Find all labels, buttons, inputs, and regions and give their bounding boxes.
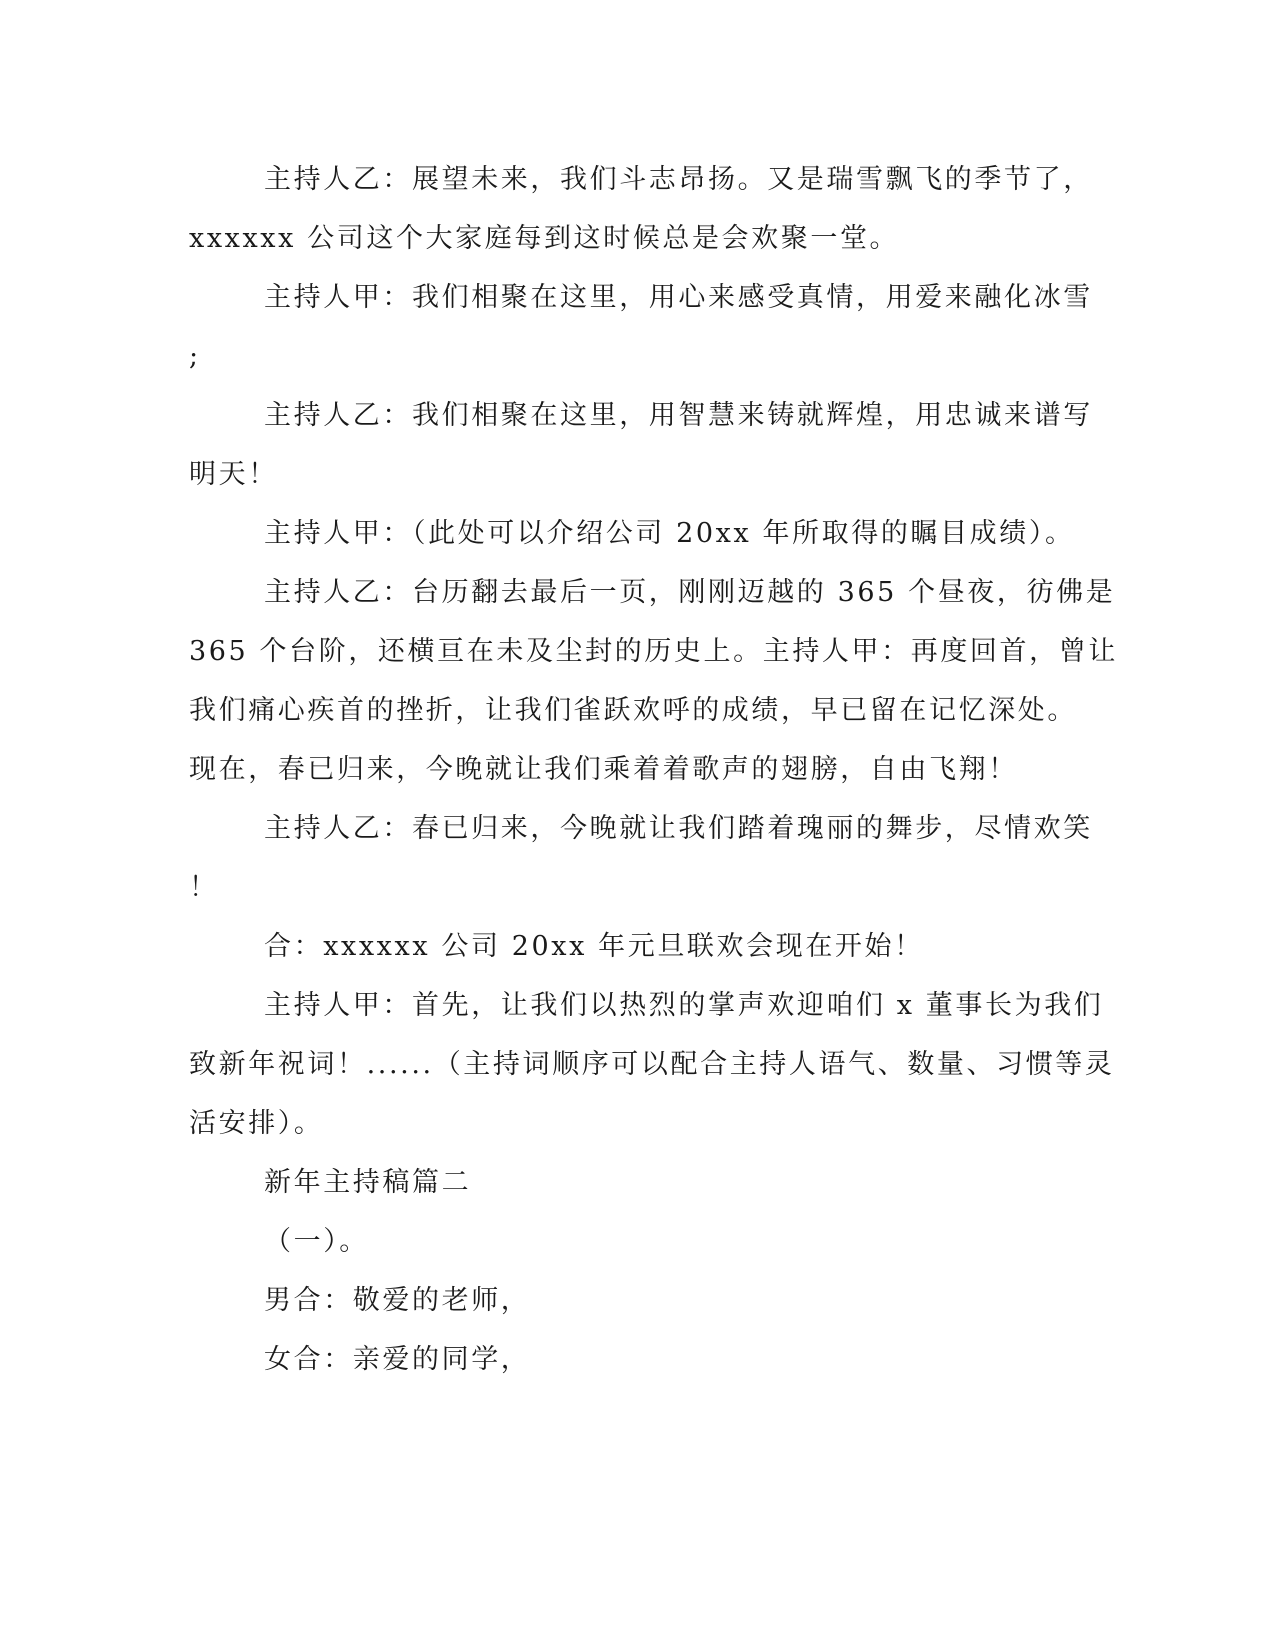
text-line: 现在，春已归来，今晚就让我们乘着着歌声的翅膀，自由飞翔！ (189, 754, 1018, 785)
text-line: xxxxxx 公司这个大家庭每到这时候总是会欢聚一堂。 (189, 223, 900, 254)
section-heading: 新年主持稿篇二 (264, 1167, 472, 1198)
text-line: 主持人乙：我们相聚在这里，用智慧来铸就辉煌，用忠诚来谱写 (264, 400, 1093, 431)
text-line: 主持人甲：（此处可以介绍公司 20xx 年所取得的瞩目成绩）。 (264, 518, 1075, 549)
text-line: 活安排）。 (189, 1108, 324, 1139)
text-line: 明天！ (189, 459, 278, 490)
text-line: ！ (189, 872, 219, 903)
text-line: （一）。 (264, 1226, 369, 1257)
text-line: 主持人甲：首先，让我们以热烈的掌声欢迎咱们 x 董事长为我们 (264, 990, 1104, 1021)
text-line: 我们痛心疾首的挫折，让我们雀跃欢呼的成绩，早已留在记忆深处。 (189, 695, 1077, 726)
text-line: 主持人乙：台历翻去最后一页，刚刚迈越的 365 个昼夜，彷佛是 (264, 577, 1116, 608)
text-line: 男合：敬爱的老师， (264, 1285, 531, 1316)
text-line: 致新年祝词！......（主持词顺序可以配合主持人语气、数量、习惯等灵 (189, 1049, 1115, 1080)
text-line: 主持人甲：我们相聚在这里，用心来感受真情，用爱来融化冰雪 (264, 282, 1093, 313)
text-line: ; (189, 341, 201, 372)
text-line: 主持人乙：展望未来，我们斗志昂扬。又是瑞雪飘飞的季节了， (264, 164, 1093, 195)
text-line: 主持人乙：春已归来，今晚就让我们踏着瑰丽的舞步，尽情欢笑 (264, 813, 1093, 844)
text-line: 365 个台阶，还横亘在未及尘封的历史上。主持人甲：再度回首，曾让 (189, 636, 1118, 667)
text-line: 合：xxxxxx 公司 20xx 年元旦联欢会现在开始！ (264, 931, 924, 962)
text-line: 女合：亲爱的同学， (264, 1344, 531, 1375)
